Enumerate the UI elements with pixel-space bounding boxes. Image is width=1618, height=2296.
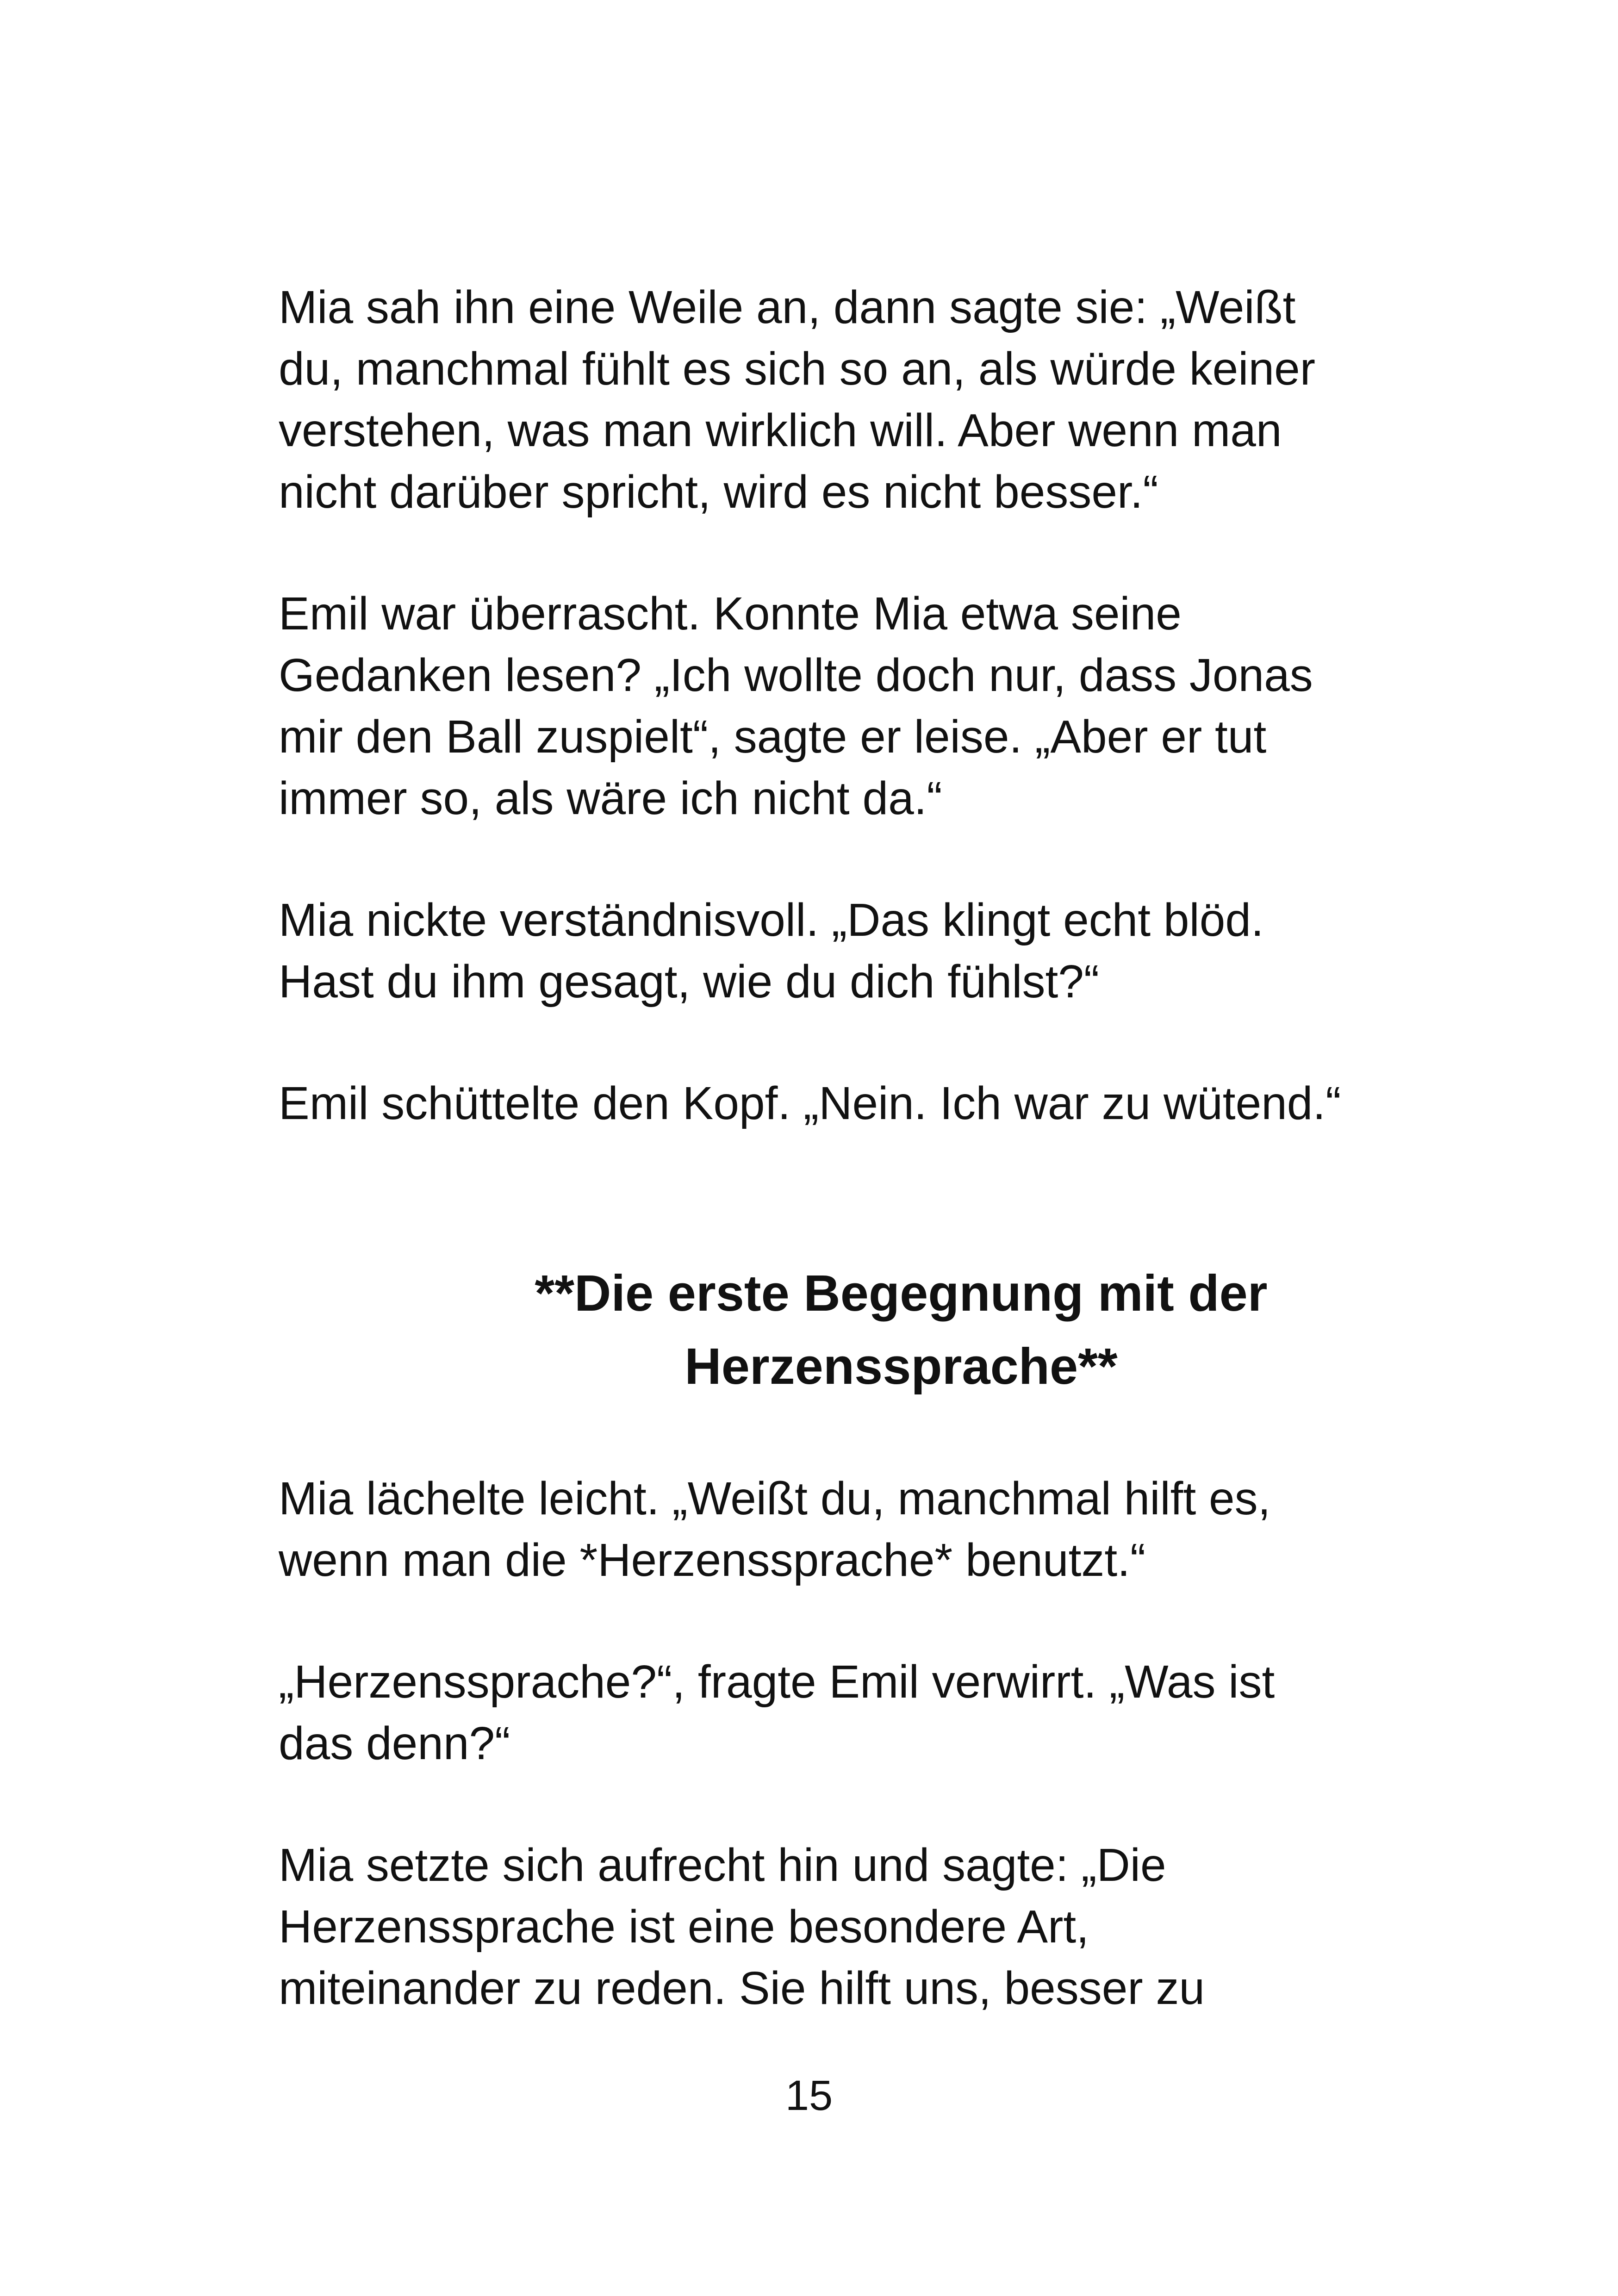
page-number: 15 <box>785 2072 833 2119</box>
text-line: Mia lächelte leicht. „Weißt du, manchmal hilft es, <box>279 1473 1271 1524</box>
text-line: Mia setzte sich aufrecht hin und sagte: „Die <box>279 1839 1166 1891</box>
paragraph <box>279 890 1399 1013</box>
paragraph <box>279 1835 1399 2019</box>
text-line: immer so, als wäre ich nicht da.“ <box>279 772 942 824</box>
paragraph <box>279 277 1399 523</box>
heading-line: **Die erste Begegnung mit der <box>535 1265 1268 1322</box>
text-line: miteinander zu reden. Sie hilft uns, besser zu <box>279 1962 1205 2014</box>
text-line: Mia sah ihn eine Weile an, dann sagte sie: „Weißt <box>279 281 1296 333</box>
text-line: du, manchmal fühlt es sich so an, als würde keiner <box>279 343 1315 395</box>
text-line: Mia nickte verständnisvoll. „Das klingt echt blöd. <box>279 894 1264 946</box>
text-line: Hast du ihm gesagt, wie du dich fühlst?“ <box>279 956 1100 1008</box>
text-line: Emil schüttelte den Kopf. „Nein. Ich war zu wütend.“ <box>279 1077 1341 1129</box>
text-line: mir den Ball zuspielt“, sagte er leise. „Aber er tut <box>279 711 1267 763</box>
text-line: Gedanken lesen? „Ich wollte doch nur, dass Jonas <box>279 649 1313 701</box>
text-line: verstehen, was man wirklich will. Aber wenn man <box>279 404 1282 456</box>
text-line: wenn man die *Herzenssprache* benutzt.“ <box>279 1534 1146 1586</box>
heading-line: Herzenssprache** <box>685 1338 1118 1395</box>
paragraph <box>279 1651 1399 1774</box>
text-line: Herzenssprache ist eine besondere Art, <box>279 1901 1089 1953</box>
text-line: nicht darüber spricht, wird es nicht besser.“ <box>279 466 1158 518</box>
section-heading <box>279 1257 1524 1403</box>
text-line: Emil war überrascht. Konnte Mia etwa seine <box>279 588 1182 640</box>
paragraph <box>279 583 1399 829</box>
text-line: das denn?“ <box>279 1717 510 1769</box>
text-line: „Herzenssprache?“, fragte Emil verwirrt. „Was ist <box>279 1656 1275 1708</box>
paragraph <box>279 1468 1399 1591</box>
paragraph <box>279 1073 1399 1134</box>
